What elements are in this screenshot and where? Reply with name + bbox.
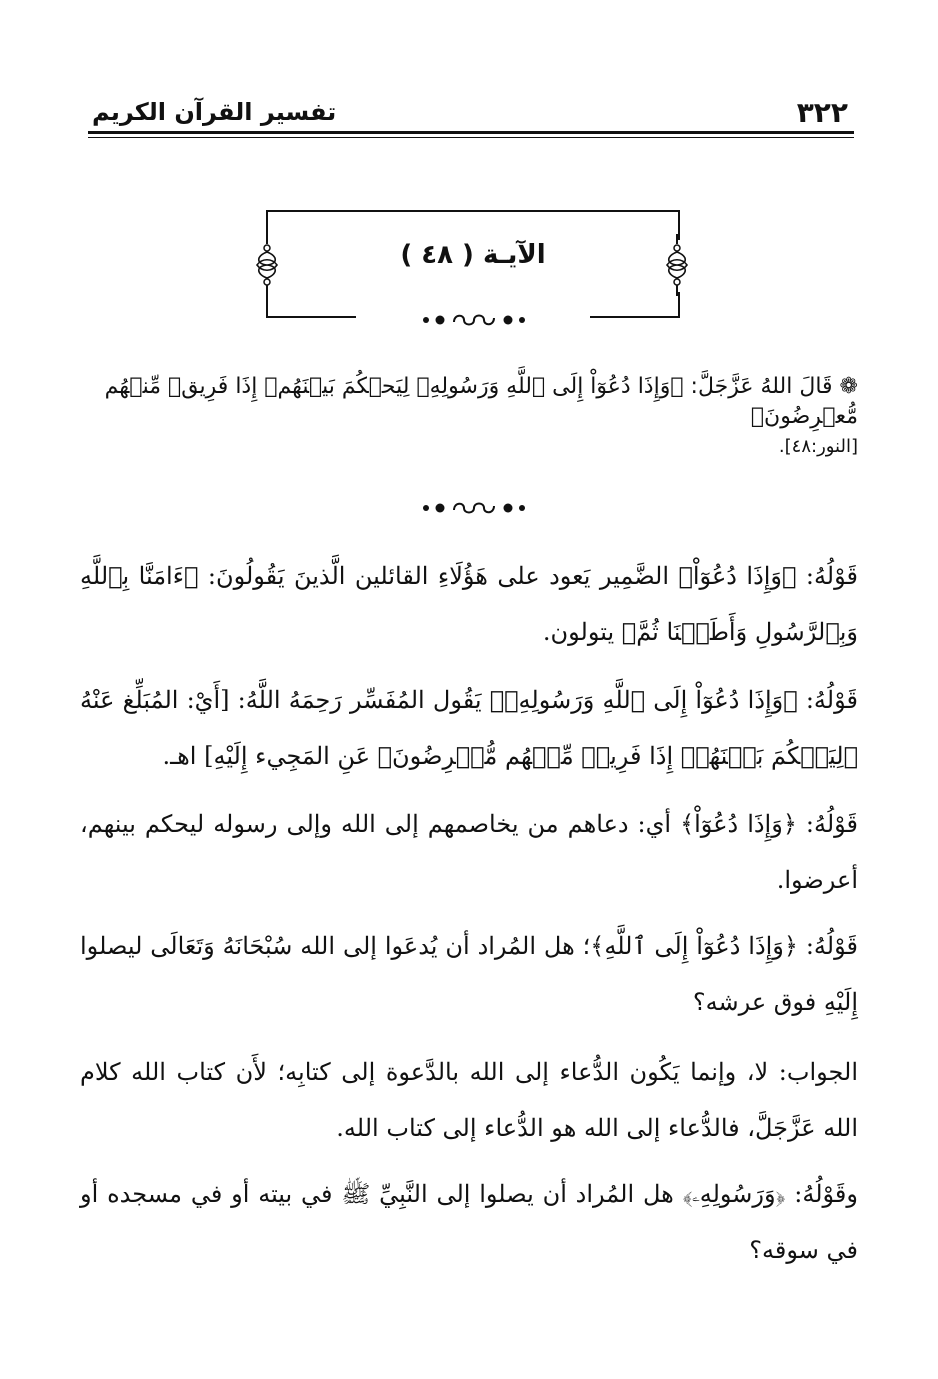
divider-ornament-icon [414, 310, 534, 330]
divider-ornament-icon [414, 498, 534, 518]
verse-reference: [النور:٤٨]. [778, 436, 858, 457]
header-rule [88, 131, 854, 134]
commentary-paragraph: قَوْلُهُ: ﴿وَإِذَا دُعُوٓاْ﴾ الضَّمِير يَعود على هَؤُلَاءِ القائلين الَّذينَ يَقُولُونَ: ﴿ءَامَنَّا بِٱللَّهِ وَبِٱلرَّسُولِ وَأَطَعۡنَا ثُمَّ﴾ يتولون. [80, 562, 858, 646]
commentary-paragraph: قَوْلُهُ: ﴿وَإِذَا دُعُوٓاْ﴾ أي: دعاهم من يخاصمهم إلى الله وإلى رسوله ليحكم بينهم، أعرضوا. [80, 810, 858, 894]
verse-quote [78, 372, 858, 432]
commentary-paragraph: الجواب: لا، وإنما يَكُون الدُّعاء إلى الله بالدَّعوة إلى كتابِه؛ لأَن كتاب الله كلام الله عَزَّجَلَّ، فالدُّعاء إلى الله هو الدُّعاء إلى كتاب الله. [80, 1058, 858, 1142]
flower-bullet-icon: ❁ [832, 374, 858, 399]
verse-text: قَالَ اللهُ عَزَّجَلَّ: ﴿وَإِذَا دُعُوٓاْ إِلَى ٱللَّهِ وَرَسُولِهِۦ لِيَحۡكُمَ بَيۡنَهُمۡ إِذَا فَرِيقٞ مِّنۡهُم مُّعۡرِضُونَ﴾ [104, 374, 858, 429]
page-number: ٣٢٢ [796, 96, 848, 129]
header-rule-thin [88, 137, 854, 138]
commentary-paragraph: وقَوْلُهُ: ﴿وَرَسُولِهِۦ﴾ هل المُراد أن يصلوا إلى النَّبِيِّ ﷺ في بيته أو في مسجده أو في سوقه؟ [80, 1180, 858, 1264]
ayah-title: الآيـة ( ٤٨ ) [400, 240, 546, 270]
commentary-paragraph: قَوْلُهُ: ﴿وَإِذَا دُعُوٓاْ إِلَى ٱللَّهِ وَرَسُولِهِۦ﴾ يَقُول المُفَسِّر رَحِمَهُ اللَّهُ: [أَيْ: المُبَلِّغ عَنْهُ ﴿لِيَحۡكُمَ بَيۡنَهُمۡ إِذَا فَرِيقٞ مِّنۡهُم مُّعۡرِضُونَ﴾ عَنِ المَجِيء إِلَيْهِ] اهـ. [80, 686, 858, 770]
commentary-paragraph: قَوْلُهُ: ﴿وَإِذَا دُعُوٓاْ إِلَى ٱللَّهِ﴾؛ هل المُراد أن يُدعَوا إلى الله سُبْحَانَهُ وَتَعَالَى ليصلوا إِلَيْهِ فوق عرشه؟ [80, 932, 858, 1016]
running-title: تفسير القرآن الكريم [92, 98, 337, 126]
